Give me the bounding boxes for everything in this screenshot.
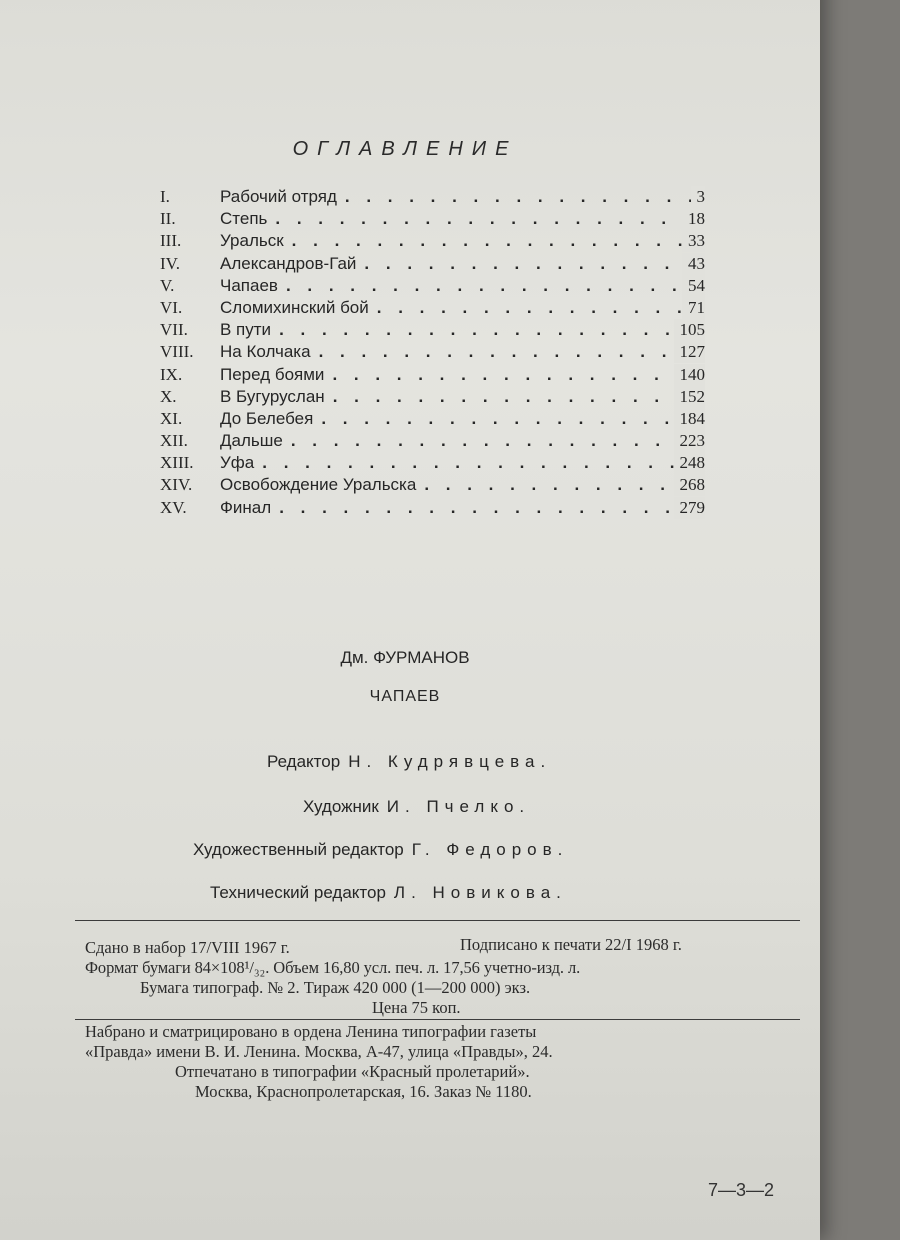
toc-entry-page: 223 [674,430,706,452]
toc-entry [160,474,705,496]
toc-entry-number: I. [160,187,170,206]
toc-entry-number: XIII. [160,453,194,473]
toc-entry [160,341,705,363]
credit-role: Художественный редактор [193,840,404,859]
toc-entry-number: XIV. [160,475,193,495]
toc-entry-page: 33 [682,230,705,252]
toc-entry [160,319,705,341]
toc-entry [160,275,705,297]
toc-entry-page: 54 [682,275,705,297]
toc-entry-title: Финал . . . [220,497,705,519]
credit-artist [303,797,530,817]
credit-role: Технический редактор [210,883,386,902]
toc-entry-title: На Колчака . . . [220,341,705,363]
credit-role: Художник [303,797,379,816]
credit-art-editor [193,840,568,860]
imprint-line: Москва, Краснопролетарская, 16. Заказ № 1180. [195,1082,532,1101]
toc-entry [160,430,705,452]
toc-entry-page: 71 [682,297,705,319]
credit-name: Г. Федоров. [411,840,569,859]
toc-entry-title: Степь . . . [220,208,705,230]
book-author: Дм. ФУРМАНОВ [340,648,470,667]
toc-entry-title: До Белебея . . . [220,408,705,430]
toc-entry-page: 140 [674,364,706,386]
imprint-line: Сдано в набор 17/VIII 1967 г. [85,938,290,957]
toc-entry-number: VI. [160,297,183,317]
toc-entry-title: Освобождение Уральска . . . [220,474,705,496]
toc-entry-number: XV. [160,497,187,517]
toc-entry-page: 127 [674,341,706,363]
toc-entry-page: 248 [674,452,706,474]
toc-entry-title: Уфа . . . [220,452,705,474]
toc-entry [160,408,705,430]
toc-entry [160,497,705,519]
toc-entry-title: Чапаев . . . [220,275,705,297]
toc-entry [160,364,705,386]
imprint-line: Отпечатано в типографии «Красный пролетарий». [175,1062,530,1081]
imprint-line: Подписано к печати 22/I 1968 г. [460,935,682,954]
imprint-line: «Правда» имени В. И. Ленина. Москва, А-47, улица «Правды», 24. [85,1042,553,1061]
toc-entry-number: III. [160,231,182,251]
toc-entry-page: 279 [674,497,706,519]
toc-entry-number: II. [160,209,176,229]
toc-entry-title: Уральск . . . [220,230,705,252]
toc-entry-page: 105 [674,319,706,341]
toc-entry-title: Рабочий отряд . . . [220,186,705,208]
toc-entry-number: XII. [160,431,188,451]
toc-entry-title: Дальше . . . [220,430,705,452]
toc-entry-title: В пути . . . [220,319,705,341]
toc-entry-page: 3 [691,186,706,208]
table-of-contents [160,186,705,519]
toc-entry-number: XI. [160,408,183,428]
toc-entry-page: 184 [674,408,706,430]
toc-entry-number: IV. [160,253,180,273]
credit-role: Редактор [267,752,341,771]
toc-entry-title: Сломихинский бой . . . [220,297,705,319]
toc-entry-number: V. [160,275,175,295]
book-title: ЧАПАЕВ [369,688,441,705]
credit-name: Н. Кудрявцева. [348,752,552,771]
toc-entry [160,230,705,252]
credit-name: Л. Новикова. [393,883,567,902]
toc-entry-number: IX. [160,364,183,384]
toc-entry [160,452,705,474]
credit-tech-editor [210,883,567,903]
toc-entry-number: X. [160,386,177,406]
credit-name: И. Пчелко. [386,797,531,816]
toc-entry [160,297,705,319]
imprint-top-divider [75,920,800,921]
toc-entry-number: VIII. [160,342,194,362]
imprint-line: Формат бумаги 84×108¹/₃₂. Объем 16,80 усл. печ. л. 17,56 учетно-изд. л. [85,958,581,977]
imprint-line: Набрано и сматрицировано в ордена Ленина типографии газеты [85,1022,537,1041]
toc-entry [160,208,705,230]
imprint-price: Цена 75 коп. [372,998,461,1017]
toc-entry-page: 268 [674,474,706,496]
print-code: 7—3—2 [708,1180,775,1200]
toc-entry [160,186,705,208]
toc-entry [160,253,705,275]
imprint-line: Бумага типограф. № 2. Тираж 420 000 (1—200 000) экз. [140,978,531,997]
imprint-middle-divider [75,1019,800,1020]
toc-entry-title: В Бугуруслан . . . [220,386,705,408]
toc-entry-title: Александров-Гай . . . [220,253,705,275]
toc-entry-number: VII. [160,320,188,340]
toc-entry [160,386,705,408]
toc-entry-page: 152 [674,386,706,408]
toc-entry-page: 43 [682,253,705,275]
toc-entry-page: 18 [682,208,705,230]
credit-editor [267,752,551,772]
toc-entry-title: Перед боями . . . [220,364,705,386]
contents-heading: ОГЛАВЛЕНИЕ [292,138,518,160]
